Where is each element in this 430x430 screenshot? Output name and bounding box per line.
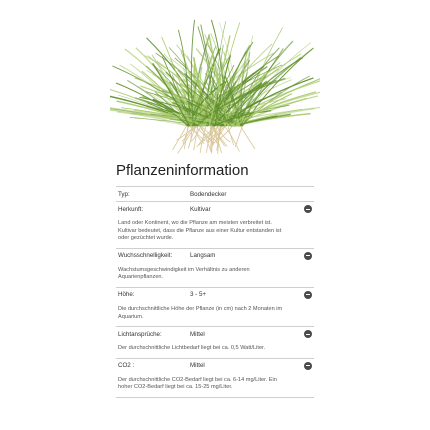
section-title: Pflanzeninformation (116, 162, 249, 179)
root-strand (235, 126, 242, 147)
info-description: Die durchschnittliche Höhe der Pflanze (in cm) nach 2 Monaten im Aquarium. (118, 305, 283, 320)
grass-blades (110, 20, 320, 154)
plant-image (110, 8, 320, 156)
info-value: Mittel (190, 362, 205, 370)
info-description: Der durchschnittliche Lichtbedarf liegt bei ca. 0,5 Watt/Liter. (118, 345, 266, 352)
info-row-wuchsschnelligkeit (116, 248, 314, 287)
info-description: Wachstumsgeschwindigkeit im Verhältnis zu anderen Aquarienpflanzen. (118, 266, 250, 281)
root-strand (173, 126, 187, 150)
info-label: Herkunft: (118, 205, 144, 213)
root-strand (241, 126, 255, 149)
info-row-lichtansprueche (116, 326, 314, 358)
info-value: 3 - 5+ (190, 291, 206, 299)
info-value: Kultivar (190, 205, 211, 213)
info-label: Höhe: (118, 291, 135, 299)
info-value: Mittel (190, 330, 205, 338)
info-row-typ (116, 186, 314, 201)
info-row-herkunft (116, 201, 314, 248)
info-label: CO2 : (118, 362, 135, 370)
info-value: Bodendecker (190, 190, 227, 198)
info-row-hoehe (116, 287, 314, 326)
info-row-co2 (116, 358, 314, 398)
info-label: Typ: (118, 190, 130, 198)
minus-circle-icon[interactable] (304, 291, 312, 299)
info-description: Der durchschnittliche CO2-Bedarf liegt bei ca. 6-14 mg/Liter. Ein hoher CO2-Bedarf liegt bei ca. 15-25 mg/Liter. (118, 376, 277, 391)
info-label: Wuchsschnelligkeit: (118, 252, 173, 260)
info-label: Lichtansprüche: (118, 330, 162, 338)
root-strand (228, 126, 234, 145)
plant-info-table (116, 186, 314, 398)
info-description: Land oder Kontinent, wo die Pflanze am meisten verbreitet ist. Kultivar bedeutet, dass die Pflanze aus einer Kultur entstanden ist oder gezüchtet wurde. (118, 220, 282, 242)
minus-circle-icon[interactable] (304, 252, 312, 260)
info-value: Langsam (190, 252, 216, 260)
minus-circle-icon[interactable] (304, 362, 312, 370)
minus-circle-icon[interactable] (304, 205, 312, 213)
